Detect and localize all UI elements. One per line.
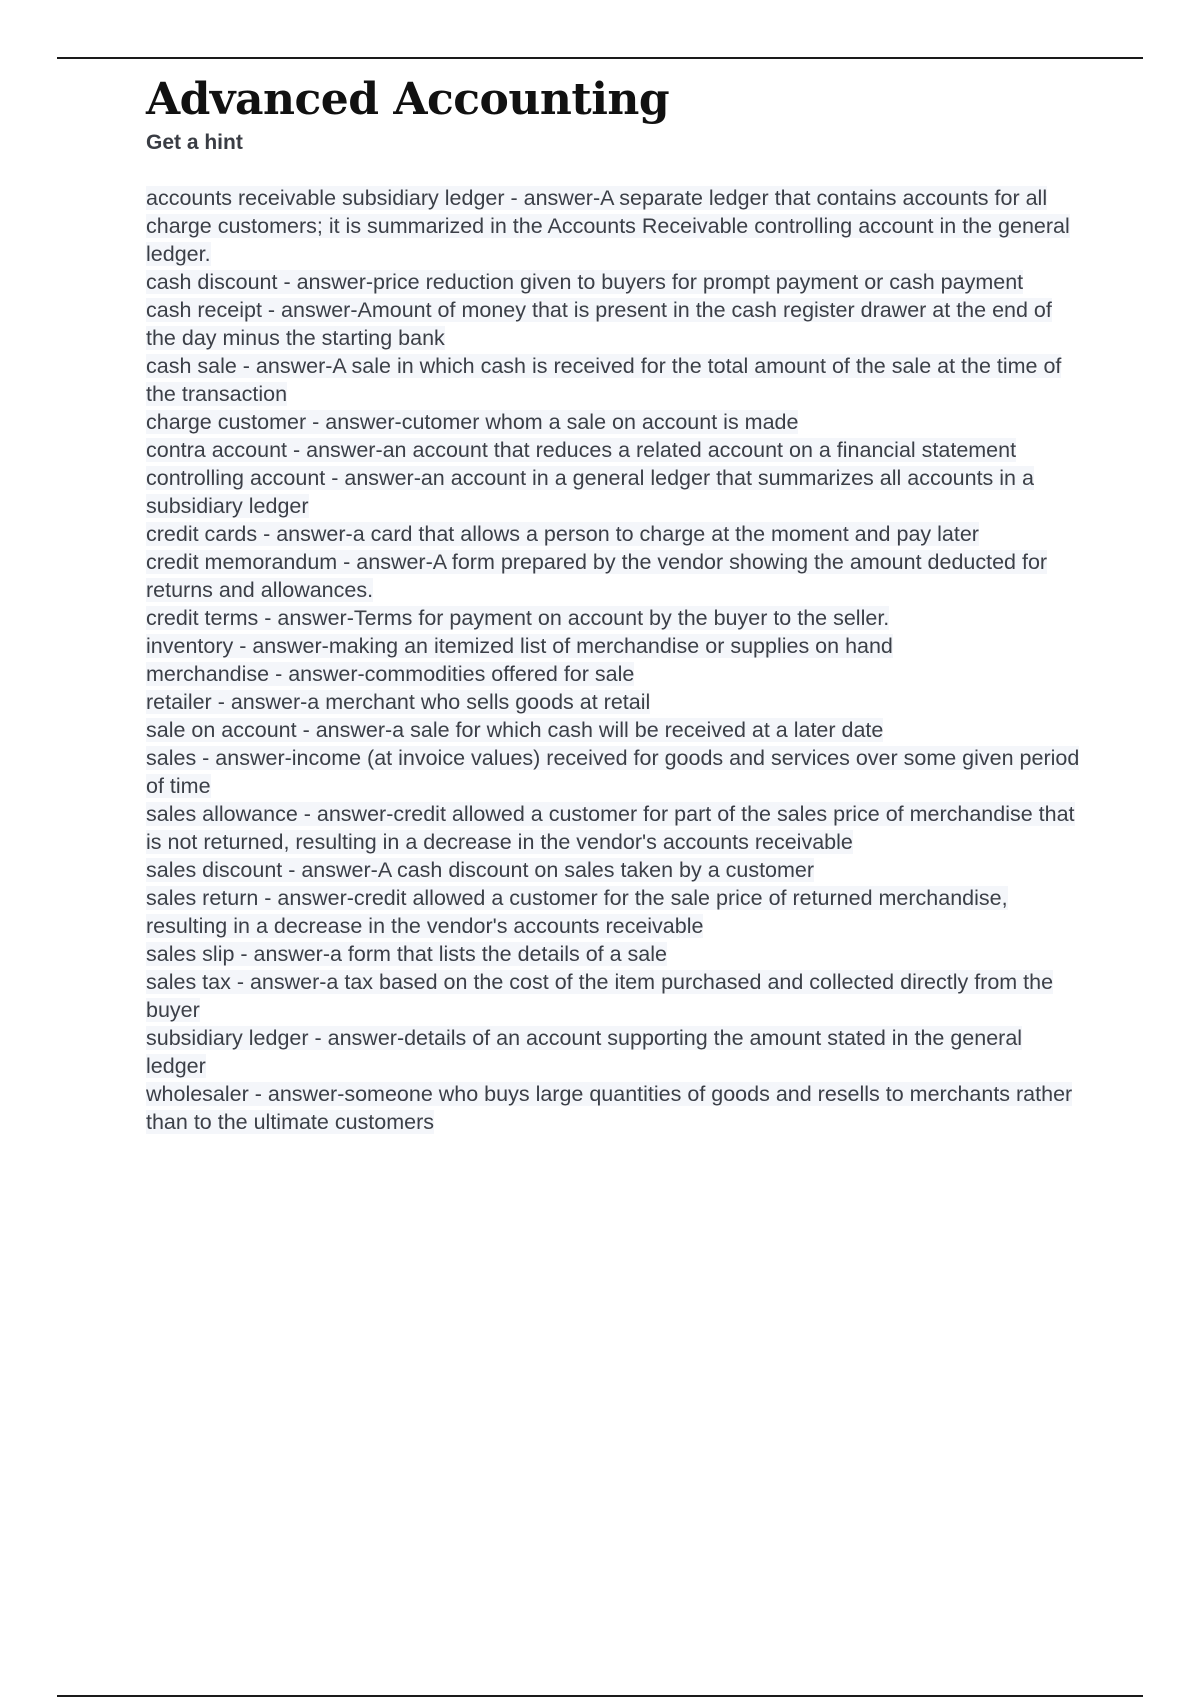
glossary-entry: [146, 800, 1086, 856]
glossary-entry-text: cash discount - answer-price reduction given to buyers for prompt payment or cash payment: [146, 270, 1024, 294]
glossary-entry: [146, 688, 1086, 716]
glossary-entry: [146, 660, 1086, 688]
hint-label: Get a hint: [146, 131, 243, 154]
glossary-entry: [146, 436, 1086, 464]
glossary-entry: [146, 352, 1086, 408]
glossary-entry: [146, 268, 1086, 296]
glossary-entry-text: inventory - answer-making an itemized list of merchandise or supplies on hand: [146, 634, 893, 658]
glossary-entry: [146, 940, 1086, 968]
glossary-entry-text: wholesaler - answer-someone who buys large quantities of goods and resells to merchants rather than to the ultimate customers: [146, 1082, 1073, 1134]
glossary-list: [146, 184, 1086, 1136]
glossary-entry: [146, 520, 1086, 548]
glossary-entry: [146, 744, 1086, 800]
glossary-entry: [146, 716, 1086, 744]
glossary-entry: [146, 884, 1086, 940]
glossary-entry-text: contra account - answer-an account that reduces a related account on a financial statement: [146, 438, 1017, 462]
glossary-entry: [146, 1080, 1086, 1136]
glossary-entry: [146, 464, 1086, 520]
document-title: Advanced Accounting: [146, 74, 670, 125]
glossary-entry-text: credit terms - answer-Terms for payment on account by the buyer to the seller.: [146, 606, 890, 630]
glossary-entry: [146, 604, 1086, 632]
glossary-entry-text: sales allowance - answer-credit allowed a customer for part of the sales price of merchandise that is not returned, resulting in a decrease in the vendor's accounts receivable: [146, 802, 1075, 854]
glossary-entry-text: controlling account - answer-an account in a general ledger that summarizes all accounts in a subsidiary ledger: [146, 466, 1034, 518]
glossary-entry-text: sales tax - answer-a tax based on the cost of the item purchased and collected directly from the buyer: [146, 970, 1054, 1022]
glossary-entry: [146, 968, 1086, 1024]
glossary-entry-text: charge customer - answer-cutomer whom a sale on account is made: [146, 410, 799, 434]
glossary-entry-text: sales discount - answer-A cash discount on sales taken by a customer: [146, 858, 815, 882]
glossary-entry: [146, 548, 1086, 604]
document-body: [146, 72, 1086, 1136]
glossary-entry-text: sales slip - answer-a form that lists the details of a sale: [146, 942, 667, 966]
bottom-divider: [57, 1695, 1143, 1697]
glossary-entry: [146, 408, 1086, 436]
glossary-entry: [146, 296, 1086, 352]
glossary-entry-text: subsidiary ledger - answer-details of an account supporting the amount stated in the general ledger: [146, 1026, 1023, 1078]
glossary-entry-text: sales return - answer-credit allowed a customer for the sale price of returned merchandise, resulting in a decrease in the vendor's accounts receivable: [146, 886, 1008, 938]
glossary-entry: [146, 856, 1086, 884]
glossary-entry: [146, 632, 1086, 660]
glossary-entry-text: retailer - answer-a merchant who sells goods at retail: [146, 690, 651, 714]
glossary-entry: [146, 184, 1086, 268]
glossary-entry-text: credit memorandum - answer-A form prepared by the vendor showing the amount deducted for returns and allowances.: [146, 550, 1048, 602]
glossary-entry-text: cash receipt - answer-Amount of money that is present in the cash register drawer at the end of the day minus the starting bank: [146, 298, 1052, 350]
glossary-entry-text: sales - answer-income (at invoice values) received for goods and services over some given period of time: [146, 746, 1080, 798]
glossary-entry-text: accounts receivable subsidiary ledger - answer-A separate ledger that contains accounts for all charge customers; it is summarized in the Accounts Receivable controlling account in the general ledger.: [146, 186, 1070, 266]
glossary-entry-text: merchandise - answer-commodities offered for sale: [146, 662, 635, 686]
top-divider: [57, 57, 1143, 59]
glossary-entry-text: cash sale - answer-A sale in which cash is received for the total amount of the sale at the time of the transaction: [146, 354, 1062, 406]
glossary-entry-text: credit cards - answer-a card that allows a person to charge at the moment and pay later: [146, 522, 979, 546]
glossary-entry: [146, 1024, 1086, 1080]
glossary-entry-text: sale on account - answer-a sale for which cash will be received at a later date: [146, 718, 884, 742]
